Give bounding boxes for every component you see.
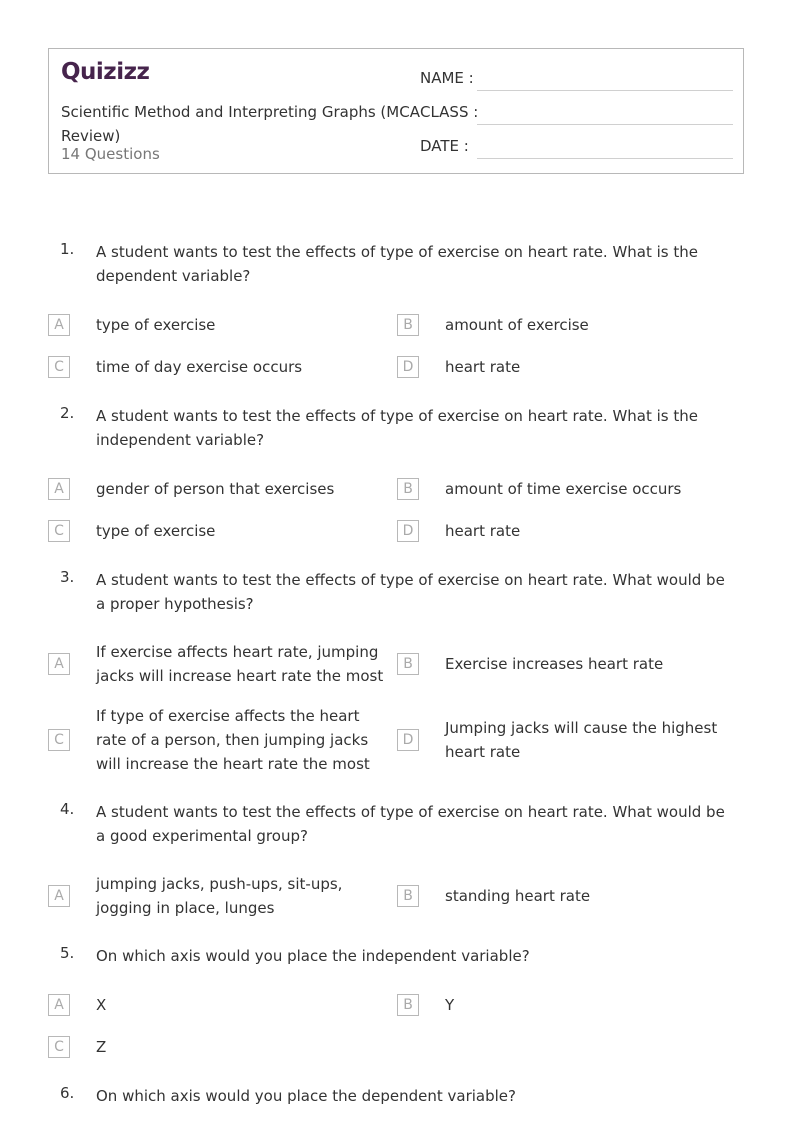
option-a-text: type of exercise	[96, 316, 216, 334]
date-label: DATE :	[420, 137, 469, 155]
option-c-text: If type of exercise affects the heart rate of a person, then jumping jacks will increase the heart rate the most	[96, 707, 370, 773]
option-d-box[interactable]: D	[397, 520, 419, 542]
question-text: A student wants to test the effects of type of exercise on heart rate. What is the independent variable?	[96, 407, 699, 449]
option-a-text: X	[96, 996, 107, 1014]
option-b-text: amount of exercise	[445, 316, 589, 334]
option-d-text: heart rate	[445, 358, 521, 376]
option-d-box[interactable]: D	[397, 356, 419, 378]
option-a-box[interactable]: A	[48, 478, 70, 500]
option-c-box[interactable]: C	[48, 729, 70, 751]
option-b-text: amount of time exercise occurs	[445, 480, 682, 498]
option-c-box[interactable]: C	[48, 356, 70, 378]
option-c-text: time of day exercise occurs	[96, 358, 303, 376]
question-text: A student wants to test the effects of type of exercise on heart rate. What is the dependent variable?	[96, 243, 699, 285]
date-field[interactable]	[477, 158, 733, 159]
option-b-box[interactable]: B	[397, 478, 419, 500]
option-b-text: standing heart rate	[445, 887, 591, 905]
question-number: 5.	[60, 944, 75, 962]
option-a-box[interactable]: A	[48, 314, 70, 336]
option-c-text: type of exercise	[96, 522, 216, 540]
question-number: 1.	[60, 240, 75, 258]
question-number: 2.	[60, 404, 75, 422]
option-b-text: Exercise increases heart rate	[445, 655, 664, 673]
question-number: 6.	[60, 1084, 75, 1102]
question-text: A student wants to test the effects of type of exercise on heart rate. What would be a proper hypothesis?	[96, 571, 725, 613]
option-d-text: Jumping jacks will cause the highest heart rate	[445, 719, 718, 761]
option-a-box[interactable]: A	[48, 885, 70, 907]
question-text: A student wants to test the effects of type of exercise on heart rate. What would be a good experimental group?	[96, 803, 725, 845]
option-b-box[interactable]: B	[397, 885, 419, 907]
question-number: 4.	[60, 800, 75, 818]
class-label: CLASS :	[420, 103, 479, 121]
option-a-text: If exercise affects heart rate, jumping jacks will increase heart rate the most	[96, 643, 384, 685]
option-b-box[interactable]: B	[397, 994, 419, 1016]
question-number: 3.	[60, 568, 75, 586]
option-a-box[interactable]: A	[48, 994, 70, 1016]
name-field[interactable]	[477, 90, 733, 91]
option-a-text: gender of person that exercises	[96, 480, 335, 498]
option-c-box[interactable]: C	[48, 520, 70, 542]
question-text: On which axis would you place the independent variable?	[96, 947, 530, 965]
option-c-text: Z	[96, 1038, 107, 1056]
option-b-box[interactable]: B	[397, 653, 419, 675]
option-b-box[interactable]: B	[397, 314, 419, 336]
option-a-box[interactable]: A	[48, 653, 70, 675]
worksheet-title: Scientific Method and Interpreting Graphs (MCA Review)	[61, 103, 420, 145]
worksheet-header	[48, 48, 744, 174]
name-label: NAME :	[420, 69, 474, 87]
quizizz-logo: Quizizz	[61, 59, 150, 85]
option-d-box[interactable]: D	[397, 729, 419, 751]
class-field[interactable]	[477, 124, 733, 125]
option-a-text: jumping jacks, push-ups, sit-ups, jogging in place, lunges	[96, 875, 343, 917]
option-c-box[interactable]: C	[48, 1036, 70, 1058]
option-b-text: Y	[445, 996, 455, 1014]
option-d-text: heart rate	[445, 522, 521, 540]
question-text: On which axis would you place the dependent variable?	[96, 1087, 516, 1105]
question-count: 14 Questions	[61, 145, 160, 163]
